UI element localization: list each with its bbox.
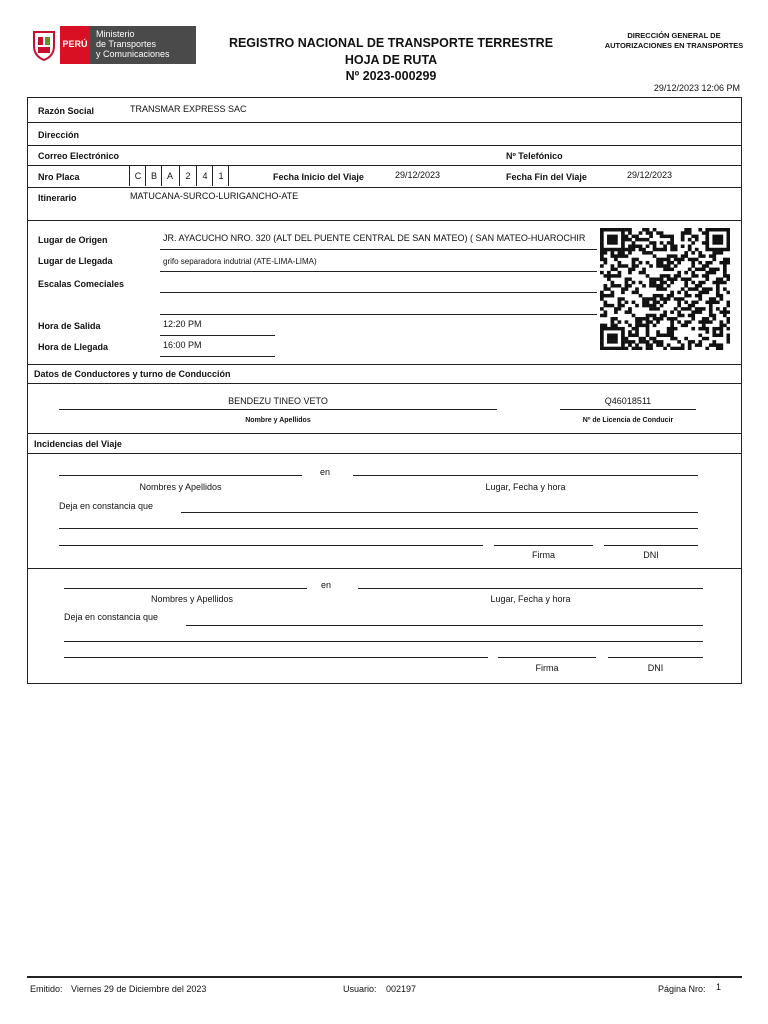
placa-label: Nro Placa <box>38 172 80 182</box>
incident-dni: DNI <box>647 663 664 673</box>
incident-constancia: Deja en constancia que <box>59 501 154 511</box>
incident-lugar-caption: Lugar, Fecha y hora <box>485 482 566 492</box>
hora-salida-label: Hora de Salida <box>38 321 101 331</box>
page-title: REGISTRO NACIONAL DE TRANSPORTE TERRESTRE <box>228 36 554 50</box>
llegada-value: grifo separadora indutrial (ATE-LIMA-LIMA) <box>163 257 317 266</box>
document-subtitle: HOJA DE RUTA <box>344 53 438 67</box>
agency-line2: AUTORIZACIONES EN TRANSPORTES <box>604 41 744 50</box>
escalas-label: Escalas Comeciales <box>38 279 125 289</box>
footer-emitido-value: Viernes 29 de Diciembre del 2023 <box>71 984 207 994</box>
telefono-label: Nº Telefónico <box>506 151 563 161</box>
footer-pagina-value: 1 <box>716 982 722 992</box>
incident-lugar-caption: Lugar, Fecha y hora <box>490 594 571 604</box>
fecha-fin-label: Fecha Fin del Viaje <box>506 172 587 182</box>
plate-char: A <box>161 166 178 186</box>
ministry-logo <box>30 26 196 64</box>
fecha-inicio-value: 29/12/2023 <box>395 170 441 180</box>
logo-line3: y Comunicaciones <box>96 49 170 59</box>
peru-coat-of-arms-icon <box>30 28 58 62</box>
fecha-inicio-label: Fecha Inicio del Viaje <box>273 172 364 182</box>
plate-char: 2 <box>179 166 196 186</box>
plate-char: C <box>129 166 146 186</box>
driver-license: Q46018511 <box>604 396 652 406</box>
origen-label: Lugar de Origen <box>38 235 108 245</box>
fecha-fin-value: 29/12/2023 <box>627 170 673 180</box>
correo-label: Correo Electrónico <box>38 151 120 161</box>
agency-line1: DIRECCIÓN GENERAL DE <box>627 31 721 40</box>
origen-value: JR. AYACUCHO NRO. 320 (ALT DEL PUENTE CENTRAL DE SAN MATEO) ( SAN MATEO-HUAROCHIR <box>163 233 586 243</box>
print-timestamp: 29/12/2023 12:06 PM <box>653 83 740 93</box>
hora-llegada-value: 16:00 PM <box>163 340 202 350</box>
direccion-label: Dirección <box>38 130 80 140</box>
itinerario-label: Itinerario <box>38 193 77 203</box>
razon-social-label: Razón Social <box>38 106 95 116</box>
incident-en: en <box>321 580 332 590</box>
document-number: Nº 2023-000299 <box>345 69 437 83</box>
driver-name-caption: Nombre y Apellidos <box>245 417 311 424</box>
footer-usuario-value: 002197 <box>386 984 417 994</box>
incident-dni: DNI <box>643 550 659 560</box>
incidents-section-label: Incidencias del Viaje <box>34 439 122 449</box>
razon-social-value: TRANSMAR EXPRESS SAC <box>130 104 247 114</box>
plate-char: 4 <box>196 166 213 186</box>
itinerario-value: MATUCANA-SURCO-LURIGANCHO-ATE <box>130 191 299 201</box>
incident-nombres-caption: Nombres y Apellidos <box>150 594 234 604</box>
footer-emitido-label: Emitido: <box>30 984 63 994</box>
incident-constancia: Deja en constancia que <box>64 612 159 622</box>
driver-name: BENDEZU TINEO VETO <box>228 396 328 406</box>
logo-country: PERÚ <box>62 39 88 49</box>
incident-nombres-caption: Nombres y Apellidos <box>139 482 222 492</box>
incident-firma: Firma <box>535 663 559 673</box>
plate-char: 1 <box>212 166 229 186</box>
drivers-section-label: Datos de Conductores y turno de Conducción <box>34 369 231 379</box>
incident-firma: Firma <box>532 550 555 560</box>
driver-license-caption: Nº de Licencia de Conducir <box>582 417 674 424</box>
logo-line2: de Transportes <box>96 39 157 49</box>
logo-line1: Ministerio <box>96 29 135 39</box>
hora-salida-value: 12:20 PM <box>163 319 202 329</box>
qr-code <box>600 228 730 350</box>
hora-llegada-label: Hora de Llegada <box>38 342 109 352</box>
llegada-label: Lugar de Llegada <box>38 256 113 266</box>
incident-en: en <box>320 467 331 477</box>
footer-usuario-label: Usuario: <box>343 984 377 994</box>
plate-char: B <box>145 166 162 186</box>
footer-pagina-label: Página Nro: <box>658 984 706 994</box>
